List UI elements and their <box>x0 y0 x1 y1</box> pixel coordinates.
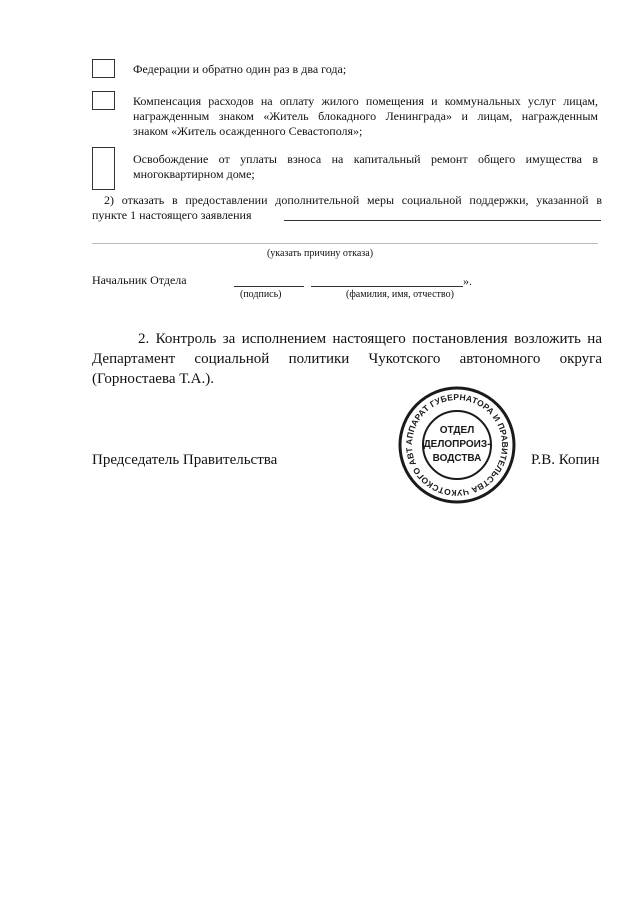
chairman-title: Председатель Правительства <box>92 452 278 468</box>
item-housing-compensation-text <box>133 94 598 139</box>
refusal-reason-caption: (указать причину отказа) <box>266 248 374 259</box>
closing-quote: ». <box>463 274 472 288</box>
control-paragraph <box>92 329 602 389</box>
seal-center-line2: ДЕЛОПРОИЗ- <box>423 439 491 450</box>
paragraph-line: Департамент социальной политики Чукотского автономного округа <box>92 351 602 367</box>
checkbox-housing-compensation[interactable] <box>92 91 115 110</box>
refusal-reason-line-1[interactable] <box>284 220 601 221</box>
checkbox-repair-fee-exemption[interactable] <box>92 147 115 190</box>
seal-ring-text: АППАРАТ ГУБЕРНАТОРА И ПРАВИТЕЛЬСТВА ЧУКОТСКОГО АВТ <box>403 391 511 499</box>
paragraph-line: (Горностаева Т.А.). <box>92 371 214 387</box>
text-line: Компенсация расходов на оплату жилого помещения и коммунальных услуг лицам, <box>133 94 598 108</box>
text-line: Освобождение от уплаты взноса на капитальный ремонт общего имущества в <box>133 152 598 166</box>
paragraph-line: 2. Контроль за исполнением настоящего постановления возложить на <box>138 331 602 347</box>
seal-center-line3: ВОДСТВА <box>432 453 482 464</box>
department-head-title: Начальник Отдела <box>92 273 187 287</box>
seal-center-line1: ОТДЕЛ <box>439 425 475 436</box>
refusal-reason-line-2[interactable] <box>92 243 598 244</box>
chairman-name: Р.В. Копин <box>531 452 600 468</box>
item-repair-fee-exemption-text <box>133 152 598 182</box>
official-seal-stamp <box>397 385 517 505</box>
refusal-text-line2: пункте 1 настоящего заявления <box>92 208 252 222</box>
text-line: Федерации и обратно один раз в два года; <box>133 62 347 76</box>
signature-line[interactable] <box>234 286 304 287</box>
text-line: многоквартирном доме; <box>133 167 255 181</box>
item-federation-travel-text <box>133 62 603 77</box>
text-line: награжденным знаком «Житель блокадного Ленинграда» и лицам, награжденным <box>133 109 598 123</box>
signature-caption: (подпись) <box>240 289 282 300</box>
seal-icon <box>397 385 517 505</box>
full-name-line[interactable] <box>311 286 463 287</box>
text-line: знаком «Житель осажденного Севастополя»; <box>133 124 363 138</box>
checkbox-federation-travel[interactable] <box>92 59 115 78</box>
refusal-text-line1: 2) отказать в предоставлении дополнительной меры социальной поддержки, указанной в <box>104 193 602 207</box>
full-name-caption: (фамилия, имя, отчество) <box>346 289 454 300</box>
